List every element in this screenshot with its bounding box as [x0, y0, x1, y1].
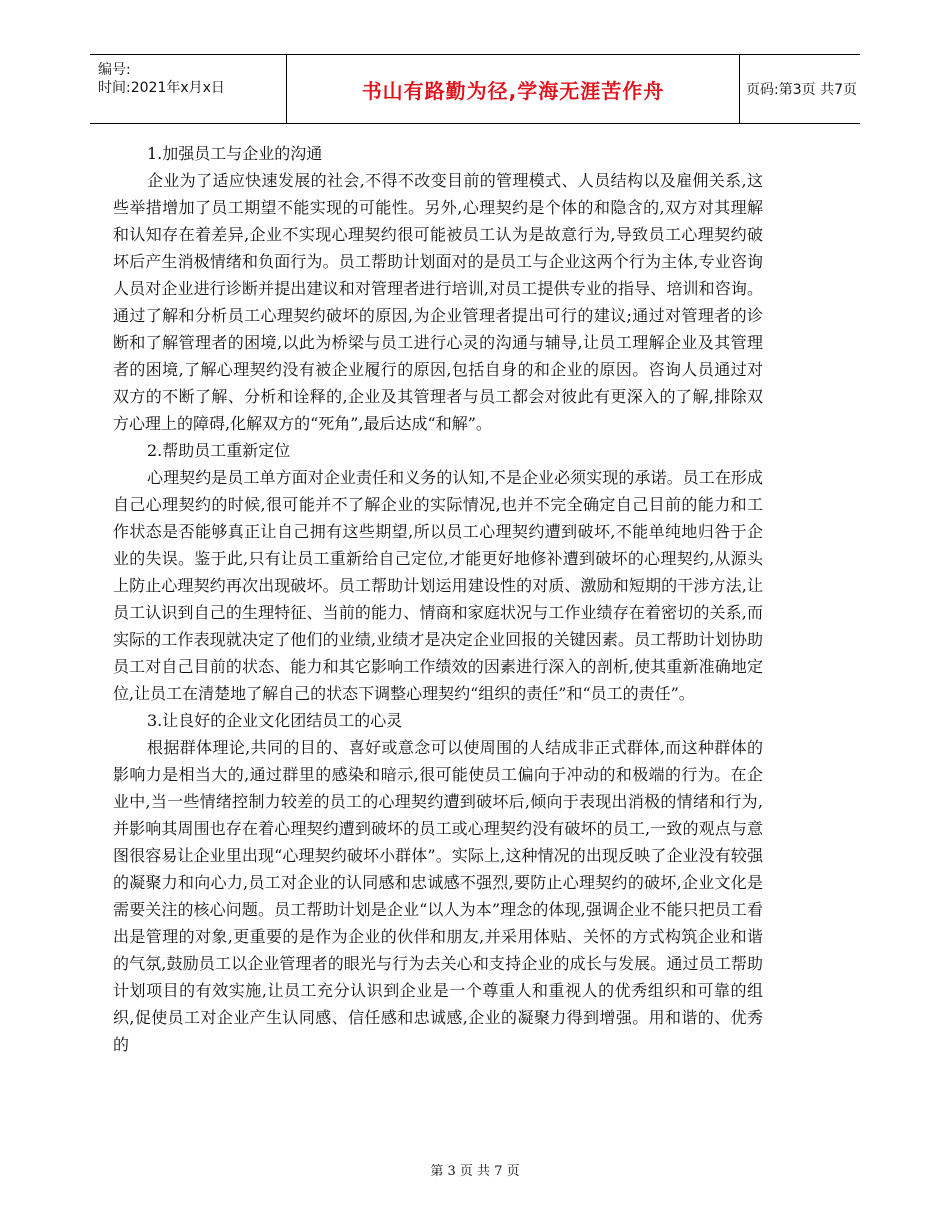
section-heading-2: 2.帮助员工重新定位 [147, 441, 291, 460]
page-footer: 第 3 页 共 7 页 [430, 1164, 520, 1179]
section-paragraph-2: 心理契约是员工单方面对企业责任和义务的认知,不是企业必须实现的承诺。员工在形成自己心理契约的时候,很可能并不了解企业的实际情况,也并不完全确定自己目前的能力和工作状态是否能够真正让自己拥有这些期望,所以员工心理契约遭到破坏,不能单纯地归咎于企业的失误。鉴于此,只有让员工重新给自己定位,才能更好地修补遭到破坏的心理契约,从源头上防止心理契约再次出现破坏。员工帮助计划运用建设性的对质、激励和短期的干涉方法,让员工认识到自己的生理特征、当前的能力、情商和家庭状况与工作业绩存在着密切的关系,而实际的工作表现就决定了他们的业绩,业绩才是决定企业回报的关键因素。员工帮助计划协助员工对自己目前的状态、能力和其它影响工作绩效的因素进行深入的剖析,使其重新准确地定位,让员工在清楚地了解自己的状态下调整心理契约“组织的责任”和“员工的责任”。 [113, 468, 763, 703]
document-body [113, 140, 763, 1058]
section-paragraph-3: 根据群体理论,共同的目的、喜好或意念可以使周围的人结成非正式群体,而这种群体的影响力是相当大的,通过群里的感染和暗示,很可能使员工偏向于冲动的和极端的行为。在企业中,当一些情绪控制力较差的员工的心理契约遭到破坏后,倾向于表现出消极的情绪和行为,并影响其周围也存在着心理契约遭到破坏的员工或心理契约没有破坏的员工,一致的观点与意图很容易让企业里出现“心理契约破坏小群体”。实际上,这种情况的出现反映了企业没有较强的凝聚力和向心力,员工对企业的认同感和忠诚感不强烈,要防止心理契约的破坏,企业文化是需要关注的核心问题。员工帮助计划是企业“以人为本”理念的体现,强调企业不能只把员工看出是管理的对象,更重要的是作为企业的伙伴和朋友,并采用体贴、关怀的方式构筑企业和谐的气氛,鼓励员工以企业管理者的眼光与行为去关心和支持企业的成长与发展。通过员工帮助计划项目的有效实施,让员工充分认识到企业是一个尊重人和重视人的优秀组织和可靠的组织,促使员工对企业产生认同感、信任感和忠诚感,企业的凝聚力得到增强。用和谐的、优秀的 [113, 738, 763, 1054]
header-meta [98, 61, 283, 97]
page-header [90, 54, 860, 124]
section-heading-3: 3.让良好的企业文化团结员工的心灵 [147, 711, 403, 730]
header-motto: 书山有路勤为径,学海无涯苦作舟 [361, 78, 665, 103]
header-motto-cell [286, 55, 740, 123]
header-page-info: 页码:第3页 共7页 [746, 82, 857, 98]
section-heading-1: 1.加强员工与企业的沟通 [147, 144, 323, 163]
document-time-label: 时间:2021年x月x日 [98, 80, 225, 96]
document-number-label: 编号: [98, 62, 131, 78]
section-paragraph-1: 企业为了适应快速发展的社会,不得不改变目前的管理模式、人员结构以及雇佣关系,这些举措增加了员工期望不能实现的可能性。另外,心理契约是个体的和隐含的,双方对其理解和认知存在着差异,企业不实现心理契约很可能被员工认为是故意行为,导致员工心理契约破坏后产生消极情绪和负面行为。员工帮助计划面对的是员工与企业这两个行为主体,专业咨询人员对企业进行诊断并提出建议和对管理者进行培训,对员工提供专业的指导、培训和咨询。通过了解和分析员工心理契约破坏的原因,为企业管理者提出可行的建议;通过对管理者的诊断和了解管理者的困境,以此为桥梁与员工进行心灵的沟通与辅导,让员工理解企业及其管理者的困境,了解心理契约没有被企业履行的原因,包括自身的和企业的原因。咨询人员通过对双方的不断了解、分析和诠释的,企业及其管理者与员工都会对彼此有更深入的了解,排除双方心理上的障碍,化解双方的“死角”,最后达成“和解”。 [113, 171, 763, 433]
